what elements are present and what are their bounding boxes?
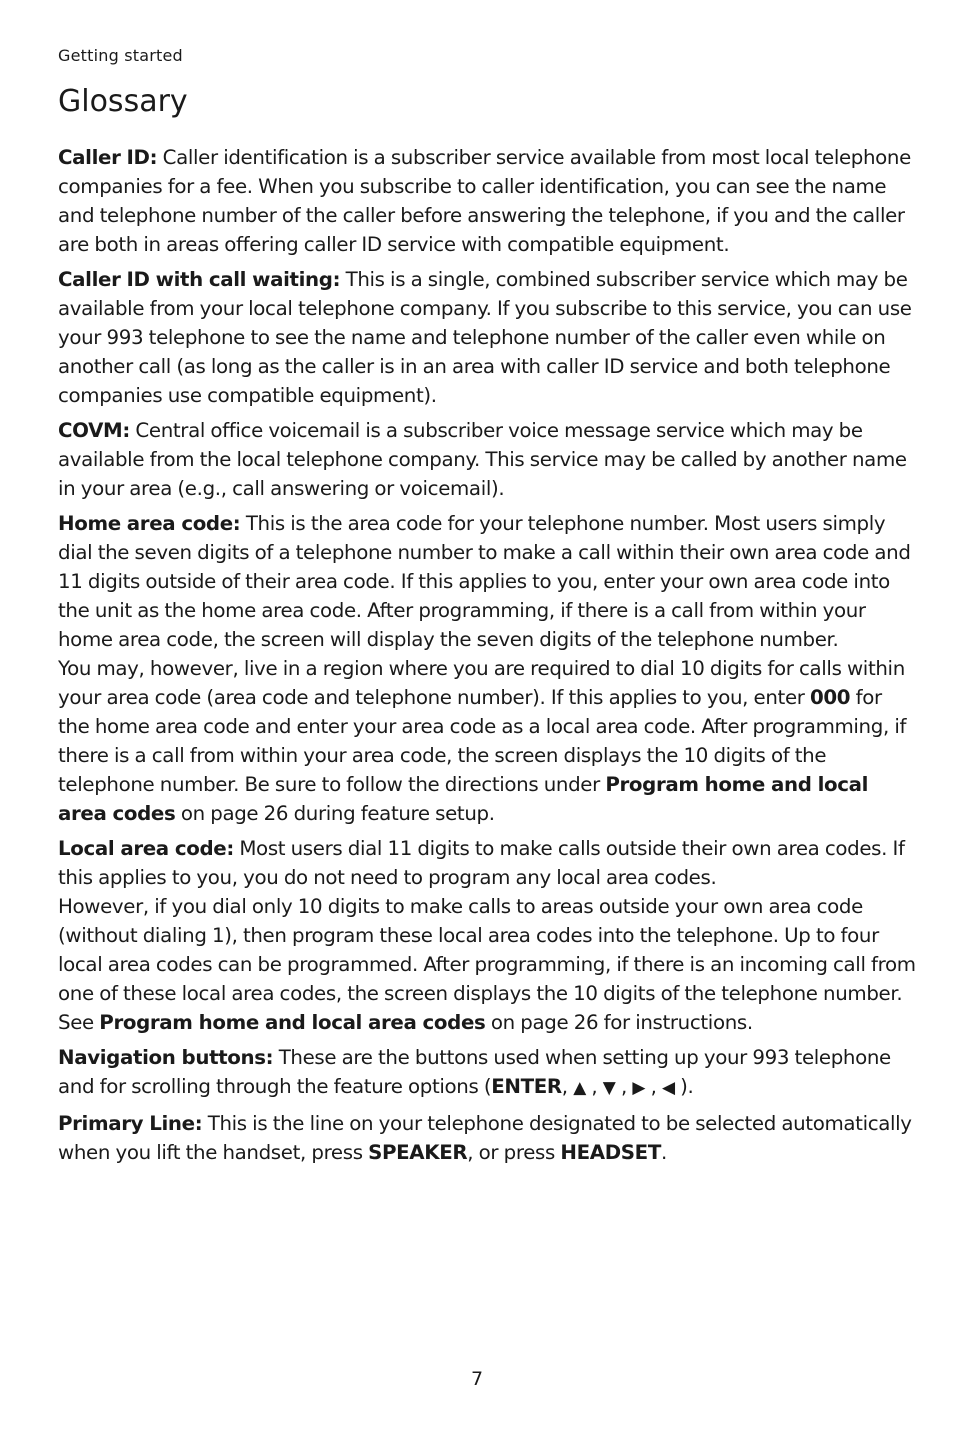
entry-paragraph-continued bbox=[58, 654, 918, 828]
separator: , bbox=[620, 1075, 627, 1098]
entry-text: . bbox=[660, 1141, 667, 1164]
glossary-entry-navigation-buttons bbox=[58, 1043, 918, 1103]
entry-term: Local area code: bbox=[58, 837, 234, 860]
left-arrow-icon: ◀ bbox=[661, 1078, 675, 1098]
entry-term: Home area code: bbox=[58, 512, 241, 535]
entry-term: Navigation buttons: bbox=[58, 1046, 274, 1069]
entry-definition: Central office voicemail is a subscriber voice message service which may be available from the local telephone company. This service may be called by another name in your area (e.g., call answering or voicemail). bbox=[58, 419, 907, 500]
glossary-entry-primary-line bbox=[58, 1109, 918, 1167]
entry-term: Caller ID with call waiting: bbox=[58, 268, 341, 291]
entry-text: You may, however, live in a region where you are required to dial 10 digits for calls within your area code (area code and telephone number). If this applies to you, enter bbox=[58, 657, 905, 709]
entry-text: on page 26 for instructions. bbox=[485, 1011, 753, 1034]
entry-text: for the home area code and enter your area code as a local area code. After programming, if there is a call from within your area code, the screen displays the 10 digits of the telephone number. Be sure to follow the directions under bbox=[58, 686, 907, 796]
separator: , bbox=[650, 1075, 657, 1098]
cross-reference: Program home and local area codes bbox=[99, 1011, 486, 1034]
entry-paragraph bbox=[58, 834, 918, 892]
down-arrow-icon: ▼ bbox=[602, 1078, 616, 1098]
cross-reference: Program home and local area codes bbox=[58, 773, 869, 825]
separator: , bbox=[591, 1075, 598, 1098]
entry-text: , or press bbox=[467, 1141, 561, 1164]
page-title: Glossary bbox=[58, 84, 188, 119]
entry-definition: These are the buttons used when setting up your 993 telephone and for scrolling through the feature options ( bbox=[58, 1046, 891, 1098]
page-number: 7 bbox=[470, 1368, 484, 1390]
enter-key-label: ENTER bbox=[491, 1075, 562, 1098]
entry-paragraph bbox=[58, 509, 918, 654]
up-arrow-icon: ▲ bbox=[573, 1078, 586, 1098]
entry-term: Primary Line: bbox=[58, 1112, 203, 1135]
entry-paragraph bbox=[58, 1043, 918, 1103]
entry-term: COVM: bbox=[58, 419, 130, 442]
entry-definition: This is the line on your telephone designated to be selected automatically when you lift the handset, press bbox=[58, 1112, 912, 1164]
glossary-entry-local-area-code bbox=[58, 834, 918, 1037]
entry-definition: This is a single, combined subscriber service which may be available from your local telephone company. If you subscribe to this service, you can use your 993 telephone to see the name and telephone number of the caller even while on another call (as long as the caller is in an area with caller ID service and both telephone companies use compatible equipment). bbox=[58, 268, 912, 407]
glossary-entry-covm bbox=[58, 416, 918, 503]
separator: , bbox=[561, 1075, 568, 1098]
glossary-entry-home-area-code bbox=[58, 509, 918, 828]
entry-definition: Most users dial 11 digits to make calls outside their own area codes. If this applies to you, you do not need to program any local area codes. bbox=[58, 837, 905, 889]
entry-paragraph bbox=[58, 265, 918, 410]
entry-text: on page 26 during feature setup. bbox=[175, 802, 495, 825]
entry-text: However, if you dial only 10 digits to make calls to areas outside your own area code (without dialing 1), then program these local area codes into the telephone. Up to four local area codes can be programmed. After programming, if there is an incoming call from one of these local area codes, the screen displays the 10 digits of the telephone number. See bbox=[58, 895, 916, 1034]
speaker-key-label: SPEAKER bbox=[368, 1141, 468, 1164]
entry-definition: Caller identification is a subscriber service available from most local telephone companies for a fee. When you subscribe to caller identification, you can see the name and telephone number of the caller before answering the telephone, if you and the caller are both in areas offering caller ID service with compatible equipment. bbox=[58, 146, 911, 256]
entry-term: Caller ID: bbox=[58, 146, 158, 169]
section-label: Getting started bbox=[58, 46, 183, 65]
entry-paragraph bbox=[58, 416, 918, 503]
entry-text: ). bbox=[680, 1075, 694, 1098]
glossary-entry-caller-id bbox=[58, 143, 918, 259]
entry-definition: This is the area code for your telephone number. Most users simply dial the seven digits of a telephone number to make a call within their own area code and 11 digits outside of their area code. If this applies to you, enter your own area code into the unit as the home area code. After programming, if there is a call from within your home area code, the screen will display the seven digits of the telephone number. bbox=[58, 512, 911, 651]
entry-paragraph-continued bbox=[58, 892, 918, 1037]
headset-key-label: HEADSET bbox=[560, 1141, 661, 1164]
right-arrow-icon: ▶ bbox=[632, 1078, 646, 1098]
glossary-entry-caller-id-call-waiting bbox=[58, 265, 918, 410]
glossary-list bbox=[58, 143, 918, 1173]
entry-paragraph bbox=[58, 143, 918, 259]
entry-emphasis: 000 bbox=[809, 686, 851, 709]
entry-paragraph bbox=[58, 1109, 918, 1167]
